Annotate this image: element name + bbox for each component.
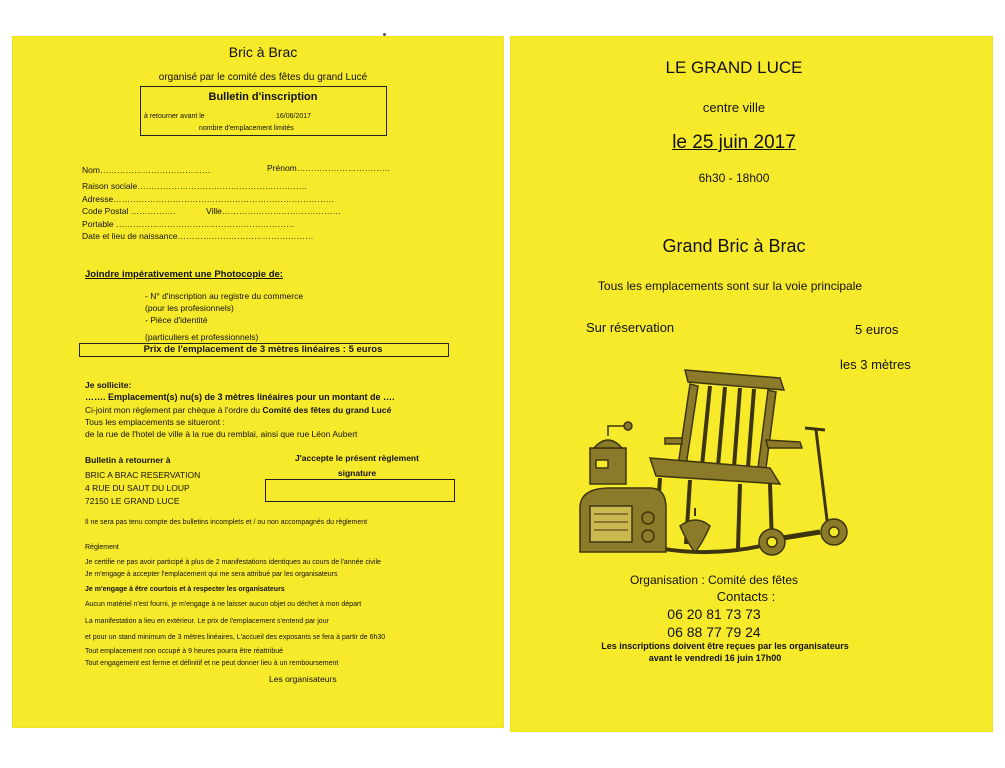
rule-7: Tout emplacement non occupé à 9 heures pourra être réattribué: [85, 648, 284, 655]
photocopy-heading: Joindre impérativement une Photocopie de:: [85, 269, 283, 280]
event-place: centre ville: [702, 100, 766, 115]
field-adresse[interactable]: Adresse……………………………………………………………………: [82, 194, 335, 204]
accept-rules: J'accepte le présent règlement: [295, 453, 419, 463]
event-hours: 6h30 - 18h00: [698, 171, 770, 185]
field-naissance[interactable]: Date et lieu de naissance…………………………………………: [82, 231, 314, 241]
town-name: LE GRAND LUCE: [665, 58, 803, 77]
return-to-label: Bulletin à retourner à: [85, 455, 171, 465]
return-before-date: 16/06/2017: [276, 113, 312, 120]
rules-heading: Règlement: [85, 544, 119, 551]
organisation-line: Organisation : Comité des fêtes: [629, 573, 799, 587]
rule-6: et pour un stand minimum de 3 mètres linéaires, L'accueil des exposants se fera à partir de 6h30: [85, 634, 386, 641]
return-before-label: à retourner avant le: [144, 113, 205, 120]
form-subtitle: organisé par le comité des fêtes du grand Lucé: [158, 72, 368, 83]
deadline-line-1: Les inscriptions doivent être reçues par les organisateurs: [601, 641, 849, 651]
field-ville[interactable]: Ville……………………………………: [206, 206, 341, 216]
price-value: 5 euros: [855, 322, 899, 337]
form-title: Bric à Brac: [228, 44, 298, 60]
scan-speck: [383, 33, 386, 36]
event-name: Grand Bric à Brac: [662, 236, 806, 256]
organisers-signoff: Les organisateurs: [269, 674, 337, 684]
phone-2[interactable]: 06 88 77 79 24: [667, 624, 761, 640]
deadline-line-2: avant le vendredi 16 juin 17h00: [648, 653, 782, 663]
rule-8: Tout engagement est ferme et définitif et ne peut donner lieu à un remboursement: [85, 660, 339, 667]
rule-3: Je m'engage à être courtois et à respecter les organisateurs: [85, 586, 285, 593]
bulletin-heading: Bulletin d'inscription: [208, 91, 318, 103]
location-note: Tous les emplacements sont sur la voie principale: [597, 279, 863, 293]
incomplete-note: Il ne sera pas tenu compte des bulletins incomplets et / ou non accompagnés du règlement: [85, 519, 368, 526]
return-addr-line2: 4 RUE DU SAUT DU LOUP: [85, 483, 190, 493]
return-addr-line3: 72150 LE GRAND LUCE: [85, 496, 180, 506]
photocopy-line2: (pour les profesionnels): [145, 303, 234, 313]
price-unit: les 3 mètres: [840, 357, 911, 372]
cheque-payee: Comité des fêtes du grand Lucé: [262, 405, 392, 415]
field-raison-sociale[interactable]: Raison sociale……………………………………………………: [82, 181, 308, 191]
field-portable[interactable]: Portable ………………………………………………………: [82, 219, 295, 229]
photocopy-line4: (particuliers et professionnels): [145, 332, 259, 342]
field-code-postal[interactable]: Code Postal …………….: [82, 206, 176, 216]
rule-1: Je certifie ne pas avoir participé à plus de 2 manifestations identiques au cours de l'année civile: [85, 559, 381, 566]
rule-2: Je m'engage à accepter l'emplacement qui me sera attribué par les organisateurs: [85, 571, 338, 578]
rule-5: La manifestation a lieu en extérieur. Le prix de l'emplacement s'entend par jour: [85, 618, 329, 625]
sollicite-emplacements: ……. Emplacement(s) nu(s) de 3 mètres linéaires pour un montant de ….: [85, 392, 395, 402]
photocopy-line1: - N° d'inscription au registre du commerce: [145, 291, 304, 301]
registration-form-page: [12, 36, 504, 728]
brocante-illustration-icon: [570, 348, 850, 578]
field-nom[interactable]: Nom…………………………………: [82, 165, 211, 175]
limited-note: nombre d'emplacement limités: [199, 125, 294, 132]
signature-field[interactable]: [265, 479, 455, 502]
cheque-text: Ci-joint mon règlement par chèque à l'ordre du: [85, 405, 263, 415]
return-addr-line1: BRIC A BRAC RESERVATION: [85, 470, 201, 480]
phone-1[interactable]: 06 20 81 73 73: [667, 606, 761, 622]
price-line: Prix de l'emplacement de 3 mètres linéaires : 5 euros: [143, 344, 383, 355]
field-prenom[interactable]: Prénom……………………………: [267, 163, 391, 173]
sollicite-label: Je sollicite:: [85, 380, 132, 390]
photocopy-line3: - Pièce d'identité: [145, 315, 208, 325]
signature-label: signature: [337, 468, 377, 478]
reservation-note: Sur réservation: [586, 320, 675, 335]
rule-4: Aucun matériel n'est fourni, je m'engage à ne laisser aucun objet ou déchet à mon départ: [85, 601, 362, 608]
emplacements-location: de la rue de l'hotel de ville à la rue du remblai, ainsi que rue Léon Aubert: [85, 429, 358, 439]
event-poster-page: [510, 36, 993, 732]
emplacements-location-label: Tous les emplacements se situeront :: [85, 417, 225, 427]
event-date: le 25 juin 2017: [672, 132, 796, 153]
contacts-label: Contacts :: [716, 589, 776, 604]
